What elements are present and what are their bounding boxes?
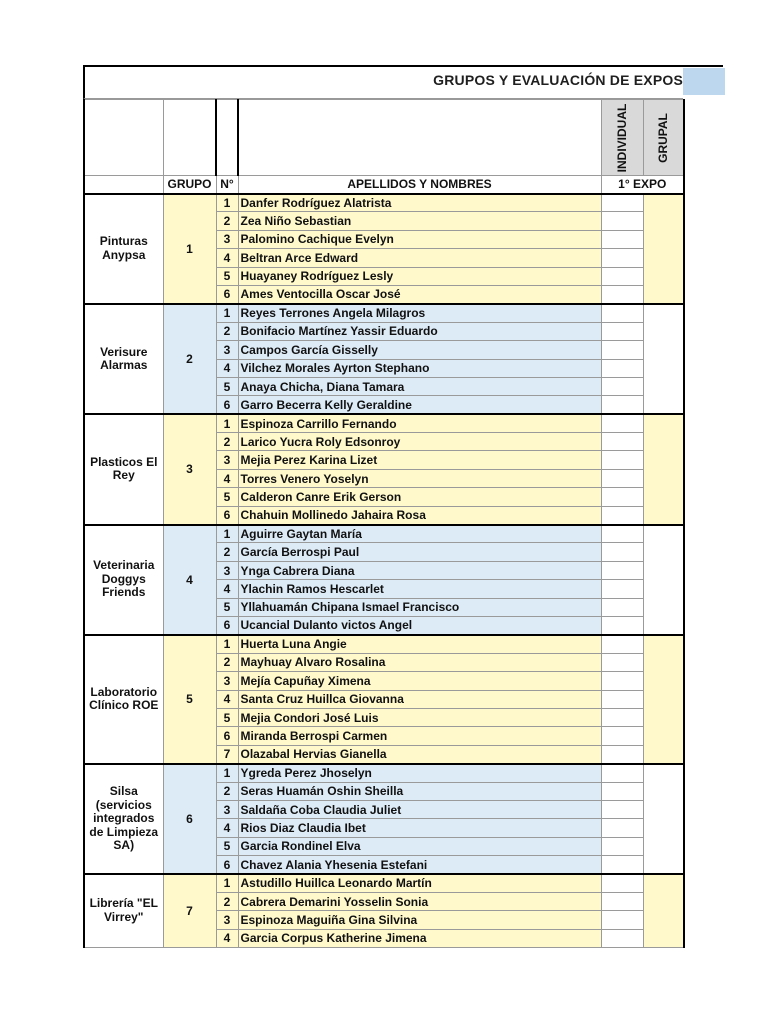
member-name: Cabrera Demarini Yosselin Sonia: [238, 892, 601, 910]
individual-score-cell[interactable]: [601, 672, 643, 690]
member-name: Larico Yucra Roly Edsonroy: [238, 433, 601, 451]
label-row: [84, 176, 684, 194]
member-number: 4: [216, 929, 238, 947]
member-number: 3: [216, 800, 238, 818]
member-name: Torres Venero Yoselyn: [238, 469, 601, 487]
individual-score-cell[interactable]: [601, 359, 643, 377]
individual-score-cell[interactable]: [601, 230, 643, 248]
member-name: Miranda Berrospi Carmen: [238, 727, 601, 745]
company-name: Veterinaria Doggys Friends: [84, 525, 163, 635]
member-name: Calderon Canre Erik Gerson: [238, 488, 601, 506]
member-number: 6: [216, 506, 238, 524]
individual-score-cell[interactable]: [601, 304, 643, 322]
member-number: 5: [216, 377, 238, 395]
individual-score-cell[interactable]: [601, 819, 643, 837]
individual-score-cell[interactable]: [601, 745, 643, 763]
member-number: 4: [216, 359, 238, 377]
member-number: 1: [216, 194, 238, 212]
member-name: Ucancial Dulanto victos Angel: [238, 616, 601, 634]
member-name: Campos García Gisselly: [238, 341, 601, 359]
member-number: 6: [216, 727, 238, 745]
member-name: Chavez Alania Yhesenia Estefani: [238, 856, 601, 874]
member-number: 4: [216, 819, 238, 837]
member-number: 3: [216, 911, 238, 929]
member-number: 3: [216, 341, 238, 359]
individual-score-cell[interactable]: [601, 267, 643, 285]
individual-score-cell[interactable]: [601, 598, 643, 616]
individual-score-cell[interactable]: [601, 377, 643, 395]
individual-score-cell[interactable]: [601, 561, 643, 579]
member-name: Astudillo Huillca Leonardo Martín: [238, 874, 601, 892]
individual-score-cell[interactable]: [601, 929, 643, 947]
member-name: Ynga Cabrera Diana: [238, 561, 601, 579]
member-name: Anaya Chicha, Diana Tamara: [238, 377, 601, 395]
member-number: 7: [216, 745, 238, 763]
member-name: Espinoza Carrillo Fernando: [238, 414, 601, 432]
individual-score-cell[interactable]: [601, 580, 643, 598]
individual-score-cell[interactable]: [601, 525, 643, 543]
member-name: Mejia Perez Karina Lizet: [238, 451, 601, 469]
member-number: 1: [216, 414, 238, 432]
table-row: [84, 414, 684, 432]
member-name: García Berrospi Paul: [238, 543, 601, 561]
member-number: 3: [216, 451, 238, 469]
individual-score-cell[interactable]: [601, 543, 643, 561]
label-blank-cell: [84, 176, 163, 194]
member-name: Huerta Luna Angie: [238, 635, 601, 653]
group-number: 4: [163, 525, 216, 635]
grupal-score-cell[interactable]: [643, 635, 684, 764]
member-number: 2: [216, 782, 238, 800]
table-row: [84, 635, 684, 653]
member-name: Palomino Cachique Evelyn: [238, 230, 601, 248]
member-number: 3: [216, 672, 238, 690]
individual-score-cell[interactable]: [601, 433, 643, 451]
expo-header: 1° EXPO: [601, 176, 684, 194]
sheet-title: [85, 67, 683, 93]
company-name: Silsa (servicios integrados de Limpieza SA): [84, 764, 163, 874]
member-name: Reyes Terrones Angela Milagros: [238, 304, 601, 322]
grupal-score-cell[interactable]: [643, 194, 684, 304]
member-name: Olazabal Hervias Gianella: [238, 745, 601, 763]
member-number: 2: [216, 543, 238, 561]
member-number: 5: [216, 267, 238, 285]
individual-score-cell[interactable]: [601, 653, 643, 671]
group-number: 6: [163, 764, 216, 874]
group-number: 1: [163, 194, 216, 304]
grupal-score-cell[interactable]: [643, 304, 684, 414]
member-number: 5: [216, 488, 238, 506]
header-blank-cell: [84, 100, 163, 176]
member-number: 2: [216, 212, 238, 230]
sheet-title-text: GRUPOS Y EVALUACIÓN DE EXPOS: [433, 72, 683, 88]
header-num-cell: [216, 100, 238, 176]
member-number: 4: [216, 690, 238, 708]
group-number: 2: [163, 304, 216, 414]
header-grupal-cell: [643, 100, 684, 176]
member-name: Danfer Rodríguez Alatrista: [238, 194, 601, 212]
individual-score-cell[interactable]: [601, 285, 643, 303]
member-name: Saldaña Coba Claudia Juliet: [238, 800, 601, 818]
individual-score-cell[interactable]: [601, 874, 643, 892]
grupal-label: GRUPAL: [656, 112, 671, 163]
individual-score-cell[interactable]: [601, 635, 643, 653]
member-name: Garcia Rondinel Elva: [238, 837, 601, 855]
apellidos-header: APELLIDOS Y NOMBRES: [238, 176, 601, 194]
member-number: 1: [216, 635, 238, 653]
grupal-score-cell[interactable]: [643, 414, 684, 524]
member-number: 6: [216, 285, 238, 303]
groups-table: [83, 99, 685, 948]
individual-score-cell[interactable]: [601, 469, 643, 487]
member-name: Vilchez Morales Ayrton Stephano: [238, 359, 601, 377]
group-number: 7: [163, 874, 216, 948]
member-name: Mayhuay Alvaro Rosalina: [238, 653, 601, 671]
individual-score-cell[interactable]: [601, 194, 643, 212]
individual-score-cell[interactable]: [601, 451, 643, 469]
individual-score-cell[interactable]: [601, 690, 643, 708]
individual-score-cell[interactable]: [601, 911, 643, 929]
member-number: 4: [216, 580, 238, 598]
member-name: Garro Becerra Kelly Geraldine: [238, 396, 601, 414]
individual-score-cell[interactable]: [601, 764, 643, 782]
member-number: 4: [216, 469, 238, 487]
company-name: Plasticos El Rey: [84, 414, 163, 524]
individual-label: INDIVIDUAL: [615, 103, 629, 172]
company-name: Laboratorio Clínico ROE: [84, 635, 163, 764]
member-number: 6: [216, 396, 238, 414]
member-number: 2: [216, 892, 238, 910]
grupal-score-cell[interactable]: [643, 764, 684, 874]
company-name: Verisure Alarmas: [84, 304, 163, 414]
header-grupo-cell: [163, 100, 216, 176]
member-number: 5: [216, 598, 238, 616]
member-name: Ygreda Perez Jhoselyn: [238, 764, 601, 782]
individual-score-cell[interactable]: [601, 708, 643, 726]
individual-score-cell[interactable]: [601, 488, 643, 506]
individual-score-cell[interactable]: [601, 249, 643, 267]
member-name: Santa Cruz Huillca Giovanna: [238, 690, 601, 708]
member-name: Chahuin Mollinedo Jahaira Rosa: [238, 506, 601, 524]
member-name: Mejía Capuñay Ximena: [238, 672, 601, 690]
member-number: 4: [216, 249, 238, 267]
individual-score-cell[interactable]: [601, 856, 643, 874]
member-name: Yllahuamán Chipana Ismael Francisco: [238, 598, 601, 616]
member-name: Espinoza Maguiña Gina Silvina: [238, 911, 601, 929]
individual-score-cell[interactable]: [601, 506, 643, 524]
member-number: 1: [216, 304, 238, 322]
member-number: 2: [216, 433, 238, 451]
member-name: Huayaney Rodríguez Lesly: [238, 267, 601, 285]
member-name: Beltran Arce Edward: [238, 249, 601, 267]
member-number: 5: [216, 837, 238, 855]
table-row: [84, 194, 684, 212]
member-name: Ylachin Ramos Hescarlet: [238, 580, 601, 598]
grupal-score-cell[interactable]: [643, 525, 684, 635]
title-highlight-cell: [683, 68, 725, 95]
group-number: 3: [163, 414, 216, 524]
member-number: 3: [216, 230, 238, 248]
individual-score-cell[interactable]: [601, 782, 643, 800]
individual-score-cell[interactable]: [601, 800, 643, 818]
member-number: 3: [216, 561, 238, 579]
member-name: Seras Huamán Oshin Sheilla: [238, 782, 601, 800]
individual-score-cell[interactable]: [601, 414, 643, 432]
individual-score-cell[interactable]: [601, 837, 643, 855]
member-number: 6: [216, 616, 238, 634]
grupal-score-cell[interactable]: [643, 874, 684, 948]
individual-score-cell[interactable]: [601, 341, 643, 359]
member-number: 1: [216, 525, 238, 543]
individual-score-cell[interactable]: [601, 396, 643, 414]
group-number: 5: [163, 635, 216, 764]
individual-score-cell[interactable]: [601, 616, 643, 634]
title-bar: [83, 65, 723, 93]
member-number: 6: [216, 856, 238, 874]
member-name: Bonifacio Martínez Yassir Eduardo: [238, 322, 601, 340]
individual-score-cell[interactable]: [601, 322, 643, 340]
header-individual-cell: [601, 100, 643, 176]
member-name: Rios Diaz Claudia Ibet: [238, 819, 601, 837]
table-row: [84, 304, 684, 322]
member-name: Garcia Corpus Katherine Jimena: [238, 929, 601, 947]
member-name: Mejia Condori José Luis: [238, 708, 601, 726]
individual-score-cell[interactable]: [601, 212, 643, 230]
company-name: Pinturas Anypsa: [84, 194, 163, 304]
member-name: Aguirre Gaytan María: [238, 525, 601, 543]
table-row: [84, 764, 684, 782]
member-name: Zea Niño Sebastian: [238, 212, 601, 230]
member-number: 2: [216, 322, 238, 340]
company-name: Librería "EL Virrey": [84, 874, 163, 948]
table-row: [84, 874, 684, 892]
header-row: [84, 100, 684, 176]
numero-header: N°: [216, 176, 238, 194]
table-row: [84, 525, 684, 543]
individual-score-cell[interactable]: [601, 892, 643, 910]
member-number: 2: [216, 653, 238, 671]
member-name: Ames Ventocilla Oscar José: [238, 285, 601, 303]
member-number: 5: [216, 708, 238, 726]
individual-score-cell[interactable]: [601, 727, 643, 745]
member-number: 1: [216, 874, 238, 892]
member-number: 1: [216, 764, 238, 782]
header-apellidos-cell: [238, 100, 601, 176]
grupo-header: GRUPO: [163, 176, 216, 194]
